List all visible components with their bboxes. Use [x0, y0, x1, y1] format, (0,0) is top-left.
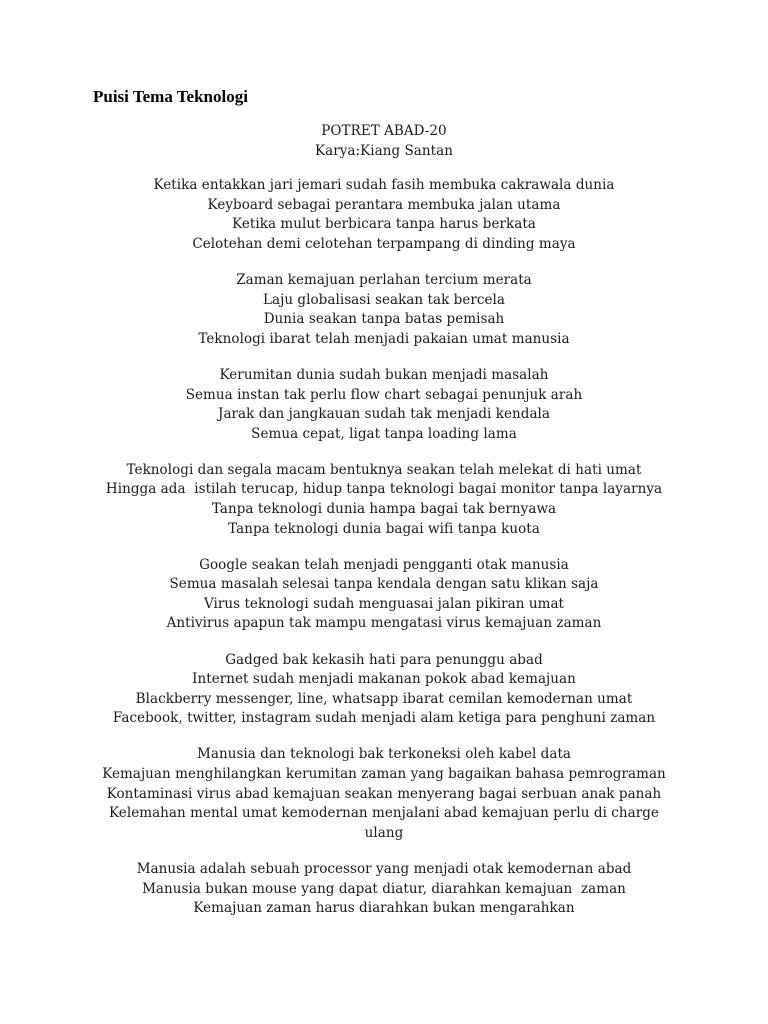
poem-line: Tanpa teknologi dunia bagai wifi tanpa kuota [228, 520, 540, 537]
poem-line: Tanpa teknologi dunia hampa bagai tak bernyawa [211, 501, 557, 517]
poem-line: Semua cepat, ligat tanpa loading lama [251, 425, 517, 442]
poem-line: Manusia bukan mouse yang dapat diatur, diarahkan kemajuan zaman [142, 880, 626, 897]
stanza-4 [0, 461, 768, 539]
poem-author: Karya:Kiang Santan [315, 142, 453, 159]
poem-line: Virus teknologi sudah menguasai jalan pikiran umat [203, 595, 565, 612]
poem-line: Dunia seakan tanpa batas pemisah [263, 311, 505, 328]
poem-line: Zaman kemajuan perlahan tercium merata [236, 272, 532, 289]
poem-line: Keyboard sebagai perantara membuka jalan utama [207, 196, 561, 213]
poem-line: Blackberry messenger, line, whatsapp ibarat cemilan kemodernan umat [135, 690, 633, 707]
document-heading: Puisi Tema Teknologi [93, 87, 248, 106]
stanza-7 [0, 745, 768, 843]
poem-line: Facebook, twitter, instagram sudah menjadi alam ketiga para penghuni zaman [112, 710, 656, 727]
poem-title: POTRET ABAD-20 [321, 123, 447, 139]
stanza-5 [0, 556, 768, 634]
poem-line: Hingga ada istilah terucap, hidup tanpa teknologi bagai monitor tanpa layarnya [105, 481, 663, 498]
poem-line: Teknologi dan segala macam bentuknya seakan telah melekat di hati umat [126, 461, 642, 478]
stanza-2 [0, 271, 768, 349]
stanza-3 [0, 366, 768, 444]
stanza-6 [0, 651, 768, 729]
poem-line: Laju globalisasi seakan tak bercela [263, 291, 505, 308]
poem-line: Ketika entakkan jari jemari sudah fasih membuka cakrawala dunia [153, 177, 615, 194]
poem-line: Semua masalah selesai tanpa kendala dengan satu klikan saja [169, 576, 599, 593]
stanza-8 [0, 860, 768, 919]
poem-line: Kontaminasi virus abad kemajuan seakan menyerang bagai serbuan anak panah [106, 785, 662, 802]
poem-line: Kemajuan zaman harus diarahkan bukan mengarahkan [193, 900, 575, 917]
poem-line: ulang [364, 824, 404, 841]
poem-line: Kemajuan menghilangkan kerumitan zaman yang bagaikan bahasa pemrograman [102, 766, 666, 783]
poem-line: Semua instan tak perlu flow chart sebagai penunjuk arah [185, 386, 583, 403]
poem-line: Ketika mulut berbicara tanpa harus berkata [232, 216, 536, 233]
poem-line: Google seakan telah menjadi pengganti otak manusia [199, 556, 569, 573]
poem-line: Celotehan demi celotehan terpampang di dinding maya [192, 235, 576, 252]
poem-line: Teknologi ibarat telah menjadi pakaian umat manusia [198, 330, 570, 347]
poem [0, 122, 768, 919]
poem-line: Antivirus apapun tak mampu mengatasi virus kemajuan zaman [166, 615, 602, 632]
poem-line: Gadged bak kekasih hati para penunggu abad [225, 651, 543, 668]
poem-line: Jarak dan jangkauan sudah tak menjadi kendala [217, 406, 551, 423]
poem-line: Manusia adalah sebuah processor yang menjadi otak kemodernan abad [136, 860, 632, 877]
stanza-1 [0, 176, 768, 254]
poem-line: Kerumitan dunia sudah bukan menjadi masalah [219, 366, 549, 383]
poem-line: Manusia dan teknologi bak terkoneksi oleh kabel data [196, 746, 572, 763]
poem-line: Kelemahan mental umat kemodernan menjalani abad kemajuan perlu di charge [109, 805, 659, 822]
poem-line: Internet sudah menjadi makanan pokok abad kemajuan [192, 671, 576, 688]
